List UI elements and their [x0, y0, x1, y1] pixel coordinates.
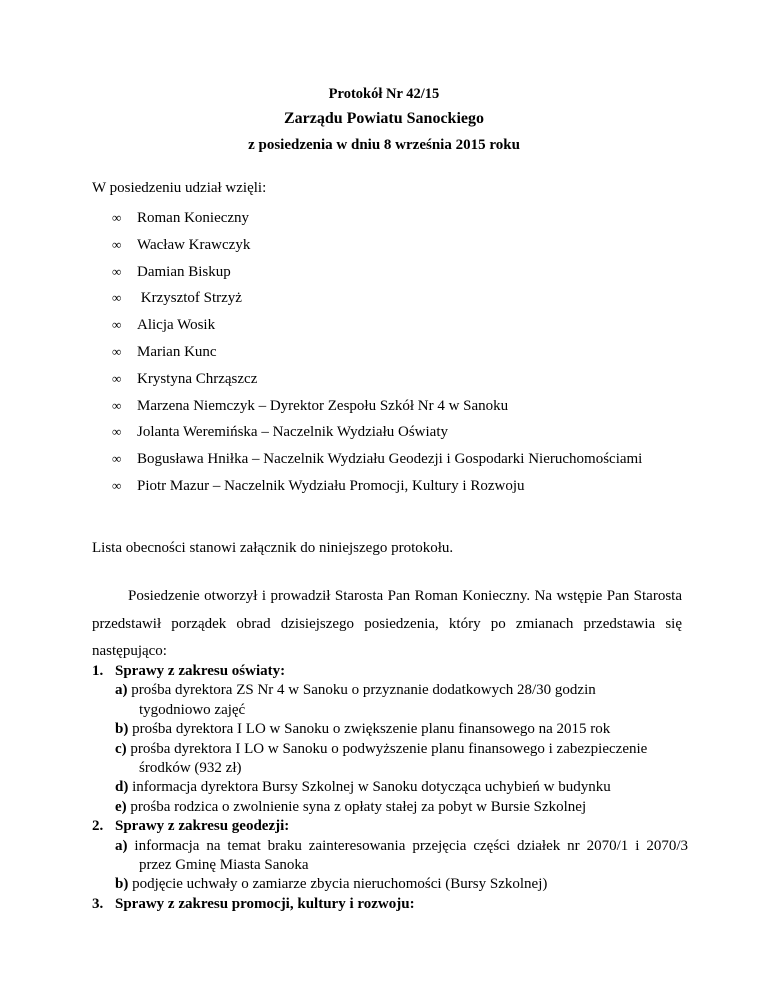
agenda-list — [92, 662, 688, 914]
item-continuation: tygodniowo zajęć — [139, 701, 246, 718]
attendee-item — [92, 232, 642, 259]
infinity-bullet-icon: ∞ — [112, 424, 122, 440]
infinity-bullet-icon: ∞ — [112, 370, 122, 386]
section-number: 3. — [92, 895, 104, 912]
attendee-item — [92, 473, 642, 500]
attendee-name: Alicja Wosik — [137, 317, 216, 334]
attendee-item — [92, 419, 642, 446]
attendee-item — [92, 312, 642, 339]
infinity-bullet-icon: ∞ — [112, 343, 122, 359]
item-letter: a) — [115, 682, 128, 699]
agenda-item — [92, 875, 688, 894]
agenda-section-3 — [92, 895, 688, 914]
infinity-bullet-icon: ∞ — [112, 451, 122, 467]
agenda-item — [92, 740, 688, 759]
section-number: 2. — [92, 818, 104, 835]
agenda-item — [92, 720, 688, 739]
attendee-list — [92, 205, 642, 500]
agenda-item — [92, 778, 688, 797]
item-letter: c) — [115, 740, 127, 757]
infinity-bullet-icon: ∞ — [112, 317, 122, 333]
section-title: Sprawy z zakresu geodezji: — [115, 818, 290, 835]
section-title: Sprawy z zakresu oświaty: — [115, 663, 286, 679]
item-text: podjęcie uchwały o zamiarze zbycia nieruchomości (Bursy Szkolnej) — [128, 876, 548, 893]
item-letter: a) — [115, 837, 128, 854]
infinity-bullet-icon: ∞ — [112, 290, 122, 306]
attendee-item — [92, 259, 642, 286]
attendee-name: Krystyna Chrząszcz — [137, 370, 258, 387]
agenda-section-1 — [92, 662, 688, 681]
attendee-name: Bogusława Hniłka – Naczelnik Wydziału Geodezji i Gospodarki Nieruchomościami — [137, 451, 643, 468]
attendee-name: Jolanta Weremińska – Naczelnik Wydziału Oświaty — [137, 424, 448, 441]
attendee-name: Wacław Krawczyk — [137, 236, 251, 253]
attendee-name: Roman Konieczny — [137, 210, 250, 226]
infinity-bullet-icon: ∞ — [112, 210, 122, 225]
agenda-item — [92, 681, 688, 700]
item-letter: b) — [115, 876, 129, 893]
item-text: prośba dyrektora I LO w Sanoku o zwiększenie planu finansowego na 2015 rok — [128, 721, 611, 738]
attendance-list-note: Lista obecności stanowi załącznik do niniejszego protokołu. — [92, 540, 454, 556]
item-continuation: środków (932 zł) — [139, 760, 242, 777]
attendee-name: Damian Biskup — [137, 263, 231, 280]
item-letter: d) — [115, 779, 129, 796]
attendee-name: Marian Kunc — [137, 343, 217, 360]
protocol-number: Protokół Nr 42/15 — [328, 86, 440, 102]
attendee-item — [92, 393, 642, 420]
attendee-name: Krzysztof Strzyż — [137, 290, 242, 307]
item-text: prośba dyrektora I LO w Sanoku o podwyższenie planu finansowego i zabezpieczenie — [126, 740, 648, 757]
infinity-bullet-icon: ∞ — [112, 263, 122, 279]
item-letter: e) — [115, 798, 127, 815]
item-text: informacja dyrektora Bursy Szkolnej w Sanoku dotycząca uchybień w budynku — [128, 779, 611, 796]
opening-text: Posiedzenie otworzył i prowadził Starosta Pan Roman Konieczny. Na wstępie Pan Starosta przedstawił porządek obrad dzisiejszego posiedzenia, który po zmianach przedstawia się następująco: — [92, 588, 682, 659]
attendee-item — [92, 285, 642, 312]
attendee-name: Piotr Mazur – Naczelnik Wydziału Promocji, Kultury i Rozwoju — [137, 477, 525, 494]
infinity-bullet-icon: ∞ — [112, 397, 122, 413]
item-text: prośba rodzica o zwolnienie syna z opłaty stałej za pobyt w Bursie Szkolnej — [126, 798, 587, 815]
agenda-item — [92, 798, 688, 817]
board-name: Zarządu Powiatu Sanockiego — [283, 110, 484, 127]
agenda-item — [92, 837, 688, 856]
item-continuation: przez Gminę Miasta Sanoka — [139, 857, 309, 874]
meeting-date: z posiedzenia w dniu 8 września 2015 roku — [248, 137, 520, 153]
item-text: informacja na temat braku zainteresowania przejęcia części działek nr 2070/1 i 2070/3 — [127, 837, 688, 854]
attendance-intro: W posiedzeniu udział wzięli: — [92, 180, 267, 196]
infinity-bullet-icon: ∞ — [112, 236, 122, 252]
item-text: prośba dyrektora ZS Nr 4 w Sanoku o przyznanie dodatkowych 28/30 godzin — [127, 682, 596, 699]
section-title: Sprawy z zakresu promocji, kultury i rozwoju: — [115, 895, 415, 912]
section-number: 1. — [92, 663, 104, 679]
opening-paragraph — [92, 583, 682, 666]
infinity-bullet-icon: ∞ — [112, 477, 122, 493]
attendee-name: Marzena Niemczyk – Dyrektor Zespołu Szkół Nr 4 w Sanoku — [137, 397, 509, 414]
attendee-item — [92, 339, 642, 366]
attendee-item — [92, 366, 642, 393]
agenda-section-2 — [92, 817, 688, 836]
attendee-item — [92, 205, 642, 232]
item-letter: b) — [115, 721, 129, 738]
attendee-item — [92, 446, 642, 473]
